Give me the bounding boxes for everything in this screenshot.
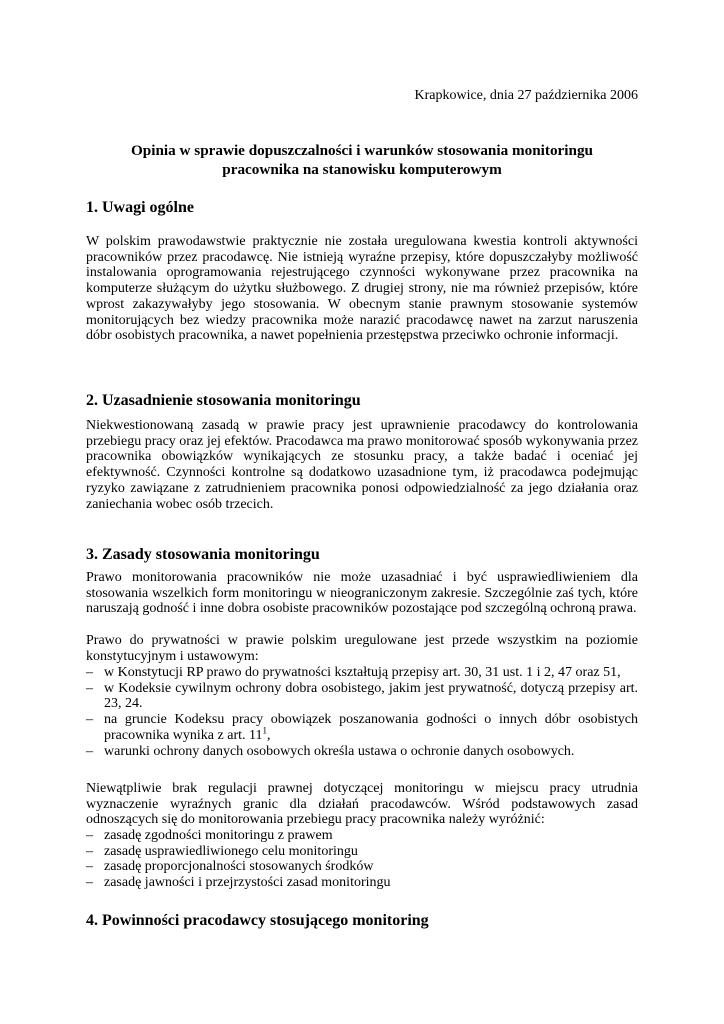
list-item: [86, 681, 638, 712]
list-dash: –: [86, 875, 93, 891]
footnote-tail: ,: [266, 727, 271, 743]
section-3-heading: 3. Zasady stosowania monitoringu: [86, 546, 320, 563]
section-1-body: W polskim prawodawstwie praktycznie nie została uregulowana kwestia kontroli aktywności pracowników przez pracodawcę. Nie istnieją wyraźne przepisy, które dopuszczałyby możliwość instalowania oprogramowania rejestrującego czynności wykonywane przez pracownika na komputerze służącym do użytku służbowego. Z drugiej strony, nie ma również przepisów, które wprost zakazywałyby jego stosowania. W obecnym stanie prawnym stosowanie systemów monitorujących bez wiedzy pracownika może narazić pracodawcę nawet na zarzut naruszenia dóbr osobistych pracownika, a nawet popełnienia przestępstwa przeciwko ochronie informacji.: [86, 234, 638, 344]
list-dash: –: [86, 743, 93, 759]
document-page: [86, 0, 638, 1024]
list-item: [86, 712, 638, 743]
section-1-heading: 1. Uwagi ogólne: [86, 199, 194, 216]
list-dash: –: [86, 665, 93, 680]
list-item-text: w Konstytucji RP prawo do prywatności kształtują przepisy art. 30, 31 ust. 1 i 2, 47 oraz 51,: [104, 665, 621, 680]
document-title: [86, 141, 638, 179]
list-item-text: zasadę zgodności monitoringu z prawem: [104, 828, 333, 843]
section-3-paragraph-2: Prawo do prywatności w prawie polskim uregulowane jest przede wszystkim na poziomie konstytucyjnym i ustawowym:: [86, 633, 638, 664]
list-item-text: na gruncie Kodeksu pracy obowiązek poszanowania godności o innych dóbr osobistych pracownika wynika z art. 11: [104, 712, 638, 743]
list-item-text: w Kodeksie cywilnym ochrony dobra osobistego, jakim jest prywatność, dotyczą przepisy art. 23, 24.: [104, 680, 638, 712]
list-item-text: zasadę proporcjonalności stosowanych środków: [104, 859, 374, 875]
list-dash: –: [86, 859, 93, 875]
list-dash: –: [86, 828, 93, 843]
list-item: [86, 828, 638, 844]
list-dash: –: [86, 712, 93, 728]
list-item: [86, 859, 638, 875]
list-item: [86, 744, 638, 760]
list-item-text: warunki ochrony danych osobowych określa ustawa o ochronie danych osobowych.: [104, 743, 575, 759]
list-item: [86, 844, 638, 860]
section-2-body: Niekwestionowaną zasadą w prawie pracy jest uprawnienie pracodawcy do kontrolowania przebiegu pracy oraz jej efektów. Pracodawca ma prawo monitorować sposób wykonywania przez pracownika obowiązków wynikających ze stosunku pracy, a także badać i oceniać jej efektywność. Czynności kontrolne są dodatkowo uzasadnione tym, iż pracodawca podejmując ryzyko zawiązane z zatrudnieniem pracownika ponosi odpowiedzialność za jego działania oraz zaniechania wobec osób trzecich.: [86, 418, 638, 512]
document-title-line-2: pracownika na stanowisku komputerowym: [222, 161, 502, 178]
list-dash: –: [86, 843, 93, 859]
list-item-text: zasadę usprawiedliwionego celu monitoringu: [104, 843, 358, 859]
list-item: [86, 665, 638, 681]
section-3-paragraph-1: Prawo monitorowania pracowników nie może uzasadniać i być usprawiedliwieniem dla stosowania wszelkich form monitoringu w nieograniczonym zakresie. Szczególnie zaś tych, które naruszają godność i inne dobra osobiste pracowników pozostające pod szczególną ochroną prawa.: [86, 570, 638, 617]
list-item: [86, 875, 638, 891]
principles-list: [86, 828, 638, 891]
document-date: Krapkowice, dnia 27 października 2006: [414, 88, 638, 103]
section-2-heading: 2. Uzasadnienie stosowania monitoringu: [86, 392, 361, 409]
list-dash: –: [86, 680, 93, 696]
legal-basis-list: [86, 665, 638, 759]
section-4-heading: 4. Powinności pracodawcy stosującego monitoring: [86, 912, 429, 929]
list-item-text: zasadę jawności i przejrzystości zasad monitoringu: [104, 875, 391, 891]
document-title-line-1: Opinia w sprawie dopuszczalności i warunków stosowania monitoringu: [130, 142, 594, 159]
section-3-paragraph-3: Niewątpliwie brak regulacji prawnej dotyczącej monitoringu w miejscu pracy utrudnia wyznaczenie wyraźnych granic dla działań pracodawców. Wśród podstawowych zasad odnoszących się do monitorowania przebiegu pracy pracownika należy wyróżnić:: [86, 781, 638, 828]
footnote-mark: 1: [262, 725, 267, 736]
